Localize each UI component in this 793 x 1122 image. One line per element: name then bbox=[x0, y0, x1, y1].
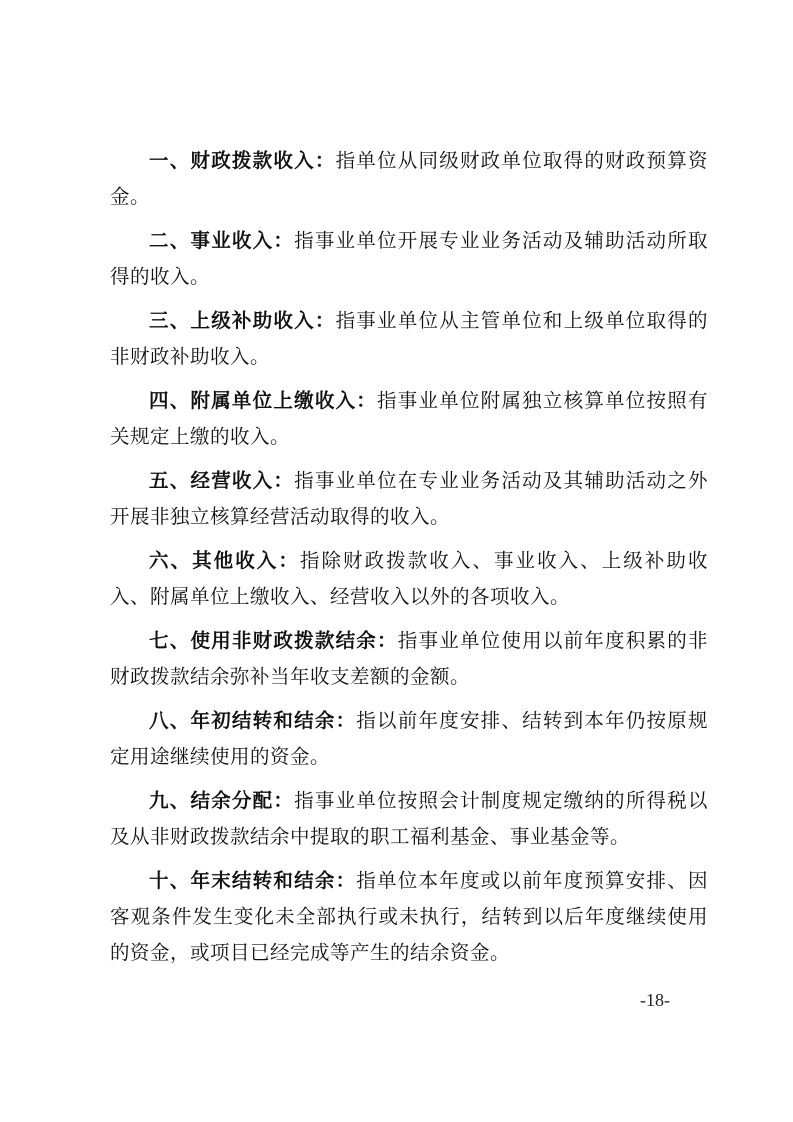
term-label: 三、上级补助收入： bbox=[149, 309, 336, 332]
definition-item-8 bbox=[110, 703, 708, 775]
definition-item-9 bbox=[110, 783, 708, 855]
term-label: 五、经营收入： bbox=[149, 469, 295, 492]
definition-text: 指单位从同级财政单位取得的财政预算资金。 bbox=[110, 149, 708, 208]
definition-item-4 bbox=[110, 383, 708, 455]
term-label: 四、附属单位上缴收入： bbox=[149, 389, 378, 412]
definition-item-10 bbox=[110, 863, 708, 971]
definition-item-7 bbox=[110, 623, 708, 695]
term-label: 八、年初结转和结余： bbox=[149, 709, 357, 732]
definition-text: 指单位本年度或以前年度预算安排、因客观条件发生变化未全部执行或未执行，结转到以后年度继续使用的资金，或项目已经完成等产生的结余资金。 bbox=[110, 869, 708, 964]
term-label: 九、结余分配： bbox=[149, 789, 295, 812]
definition-text: 指除财政拨款收入、事业收入、上级补助收入、附属单位上缴收入、经营收入以外的各项收入。 bbox=[110, 549, 708, 608]
definition-text: 指事业单位开展专业业务活动及辅助活动所取得的收入。 bbox=[110, 229, 708, 288]
term-label: 二、事业收入： bbox=[149, 229, 295, 252]
page-number: -18- bbox=[640, 990, 670, 1010]
definition-text: 指事业单位按照会计制度规定缴纳的所得税以及从非财政拨款结余中提取的职工福利基金、事业基金等。 bbox=[110, 789, 708, 848]
definition-text: 指以前年度安排、结转到本年仍按原规定用途继续使用的资金。 bbox=[110, 709, 708, 768]
definition-item-5 bbox=[110, 463, 708, 535]
term-label: 七、使用非财政拨款结余： bbox=[149, 629, 398, 652]
term-label: 一、财政拨款收入： bbox=[149, 149, 336, 172]
definition-text: 指事业单位在专业业务活动及其辅助活动之外开展非独立核算经营活动取得的收入。 bbox=[110, 469, 708, 528]
definition-item-6 bbox=[110, 543, 708, 615]
definition-item-1 bbox=[110, 143, 708, 215]
term-label: 十、年末结转和结余： bbox=[149, 869, 357, 892]
term-label: 六、其他收入： bbox=[149, 549, 300, 572]
definition-item-2 bbox=[110, 223, 708, 295]
document-body bbox=[110, 143, 708, 979]
definition-text: 指事业单位从主管单位和上级单位取得的非财政补助收入。 bbox=[110, 309, 708, 368]
definition-item-3 bbox=[110, 303, 708, 375]
definition-text: 指事业单位使用以前年度积累的非财政拨款结余弥补当年收支差额的金额。 bbox=[110, 629, 708, 688]
definition-text: 指事业单位附属独立核算单位按照有关规定上缴的收入。 bbox=[110, 389, 708, 448]
